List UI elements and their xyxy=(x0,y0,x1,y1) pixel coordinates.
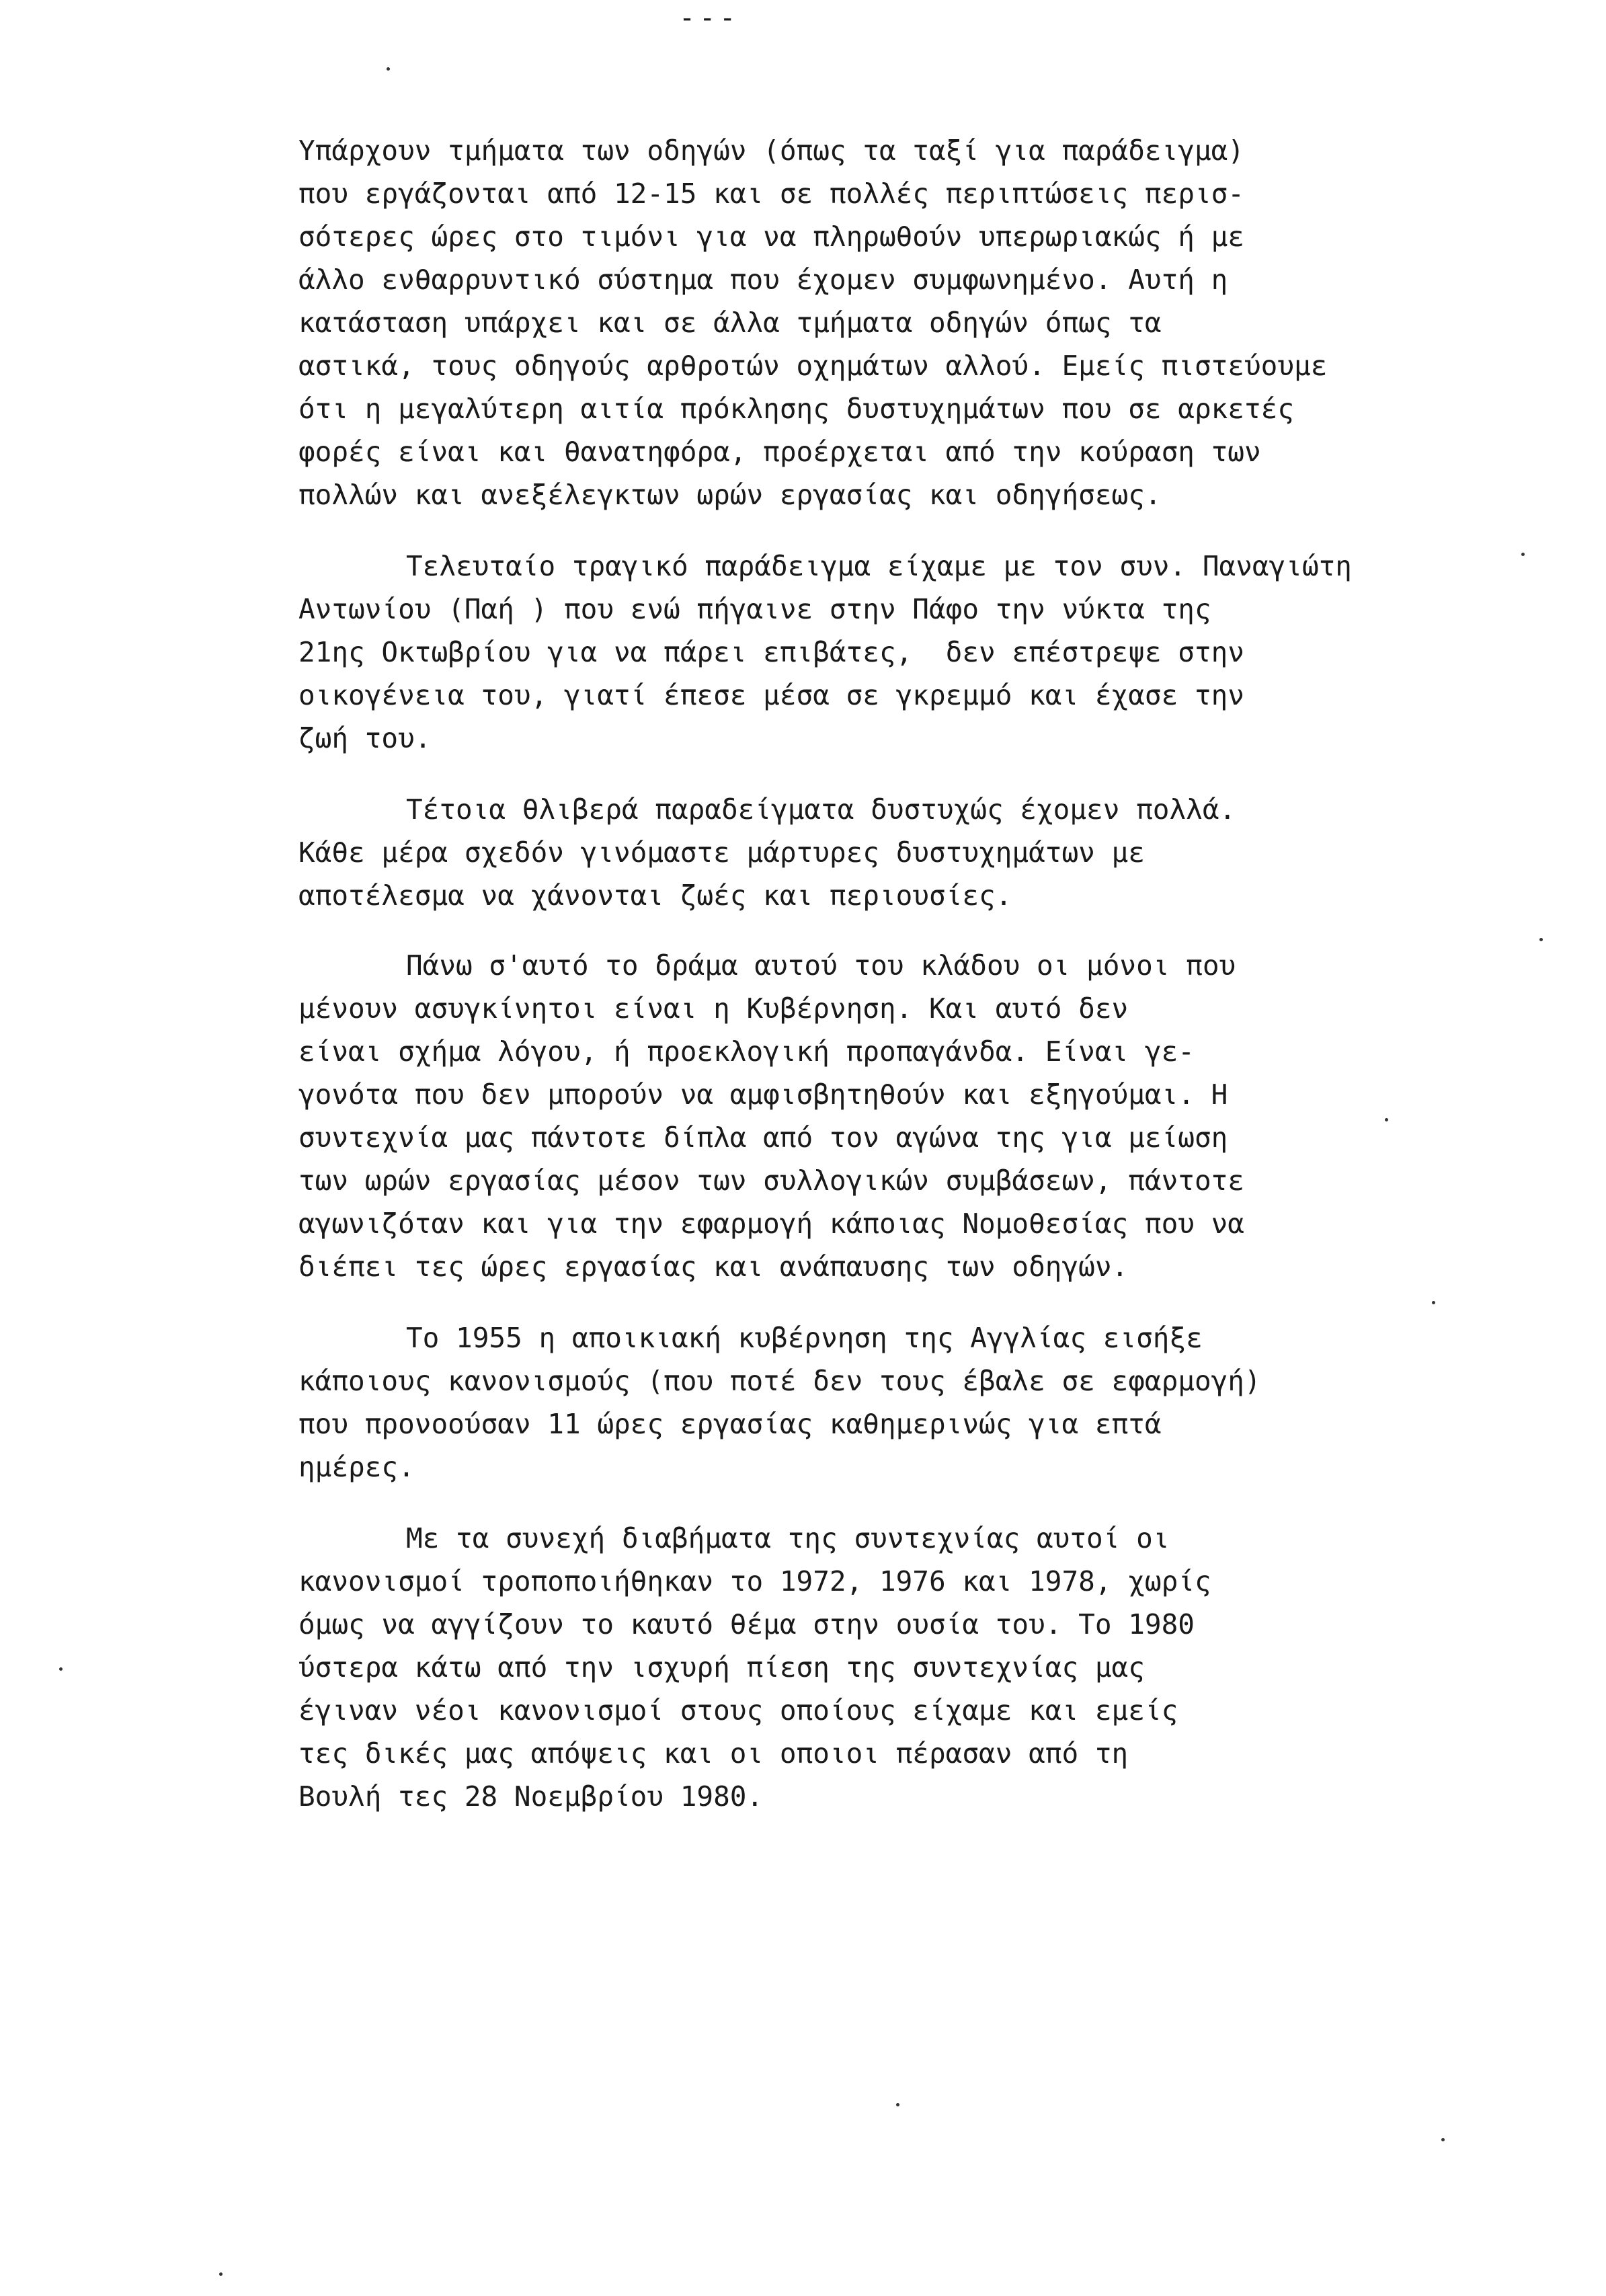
text-line: τες δικές μας απόψεις και οι οποιοι πέρασαν από τη xyxy=(298,1737,1129,1770)
text-line: αγωνιζόταν και για την εφαρμογή κάποιας Νομοθεσίας που να xyxy=(298,1208,1244,1240)
text-line: Βουλή τες 28 Νοεμβρίου 1980. xyxy=(298,1780,764,1813)
text-line: γονότα που δεν μπορούν να αμφισβητηθούν και εξηγούμαι. Η xyxy=(298,1078,1228,1111)
text-line: Υπάρχουν τμήματα των οδηγών (όπως τα ταξί για παράδειγμα) xyxy=(298,134,1244,167)
text-line: έγιναν νέοι κανονισμοί στους οποίους είχαμε και εμείς xyxy=(298,1694,1178,1727)
text-line: σότερες ώρες στο τιμόνι για να πληρωθούν υπερωριακώς ή με xyxy=(298,221,1244,253)
text-line: οικογένεια του, γιατί έπεσε μέσα σε γκρεμμό και έχασε την xyxy=(298,679,1244,711)
text-line: ζωή του. xyxy=(298,722,432,754)
text-line: ύστερα κάτω από την ισχυρή πίεση της συντεχνίας μας xyxy=(298,1651,1145,1684)
text-line: διέπει τες ώρες εργασίας και ανάπαυσης των οδηγών. xyxy=(298,1251,1129,1283)
text-line: πολλών και ανεξέλεγκτων ωρών εργασίας και οδηγήσεως. xyxy=(298,479,1162,511)
text-line: ότι η μεγαλύτερη αιτία πρόκλησης δυστυχημάτων που σε αρκετές xyxy=(298,393,1295,425)
text-line: Πάνω σ'αυτό το δράμα αυτού του κλάδου οι μόνοι που xyxy=(406,949,1236,982)
text-line: Αντωνίου (Παή ) που ενώ πήγαινε στην Πάφο την νύκτα της xyxy=(298,593,1211,625)
page-mark: --- xyxy=(679,3,740,34)
text-line: ημέρες. xyxy=(298,1451,415,1483)
text-line: Τέτοια θλιβερά παραδείγματα δυστυχώς έχομεν πολλά. xyxy=(406,793,1236,826)
scan-speck xyxy=(59,1667,63,1671)
scan-speck xyxy=(1441,2138,1445,2141)
scan-speck xyxy=(219,2272,223,2276)
text-line: όμως να αγγίζουν το καυτό θέμα στην ουσία του. Το 1980 xyxy=(298,1608,1195,1640)
text-line: άλλο ενθαρρυντικό σύστημα που έχομεν συμφωνημένο. Αυτή η xyxy=(298,264,1228,296)
text-line: των ωρών εργασίας μέσον των συλλογικών συμβάσεων, πάντοτε xyxy=(298,1164,1244,1197)
text-line: φορές είναι και θανατηφόρα, προέρχεται από την κούραση των xyxy=(298,436,1261,468)
scan-speck xyxy=(387,67,390,71)
text-line: κάποιους κανονισμούς (που ποτέ δεν τους έβαλε σε εφαρμογή) xyxy=(298,1365,1261,1397)
scan-speck xyxy=(1539,938,1543,941)
text-line: κανονισμοί τροποποιήθηκαν το 1972, 1976 και 1978, χωρίς xyxy=(298,1565,1211,1597)
text-line: Τελευταίο τραγικό παράδειγμα είχαμε με τον συν. Παναγιώτη xyxy=(406,550,1352,582)
text-line: Το 1955 η αποικιακή κυβέρνηση της Αγγλίας εισήξε xyxy=(406,1322,1203,1354)
scan-speck xyxy=(896,2103,899,2106)
text-line: είναι σχήμα λόγου, ή προεκλογική προπαγάνδα. Είναι γε- xyxy=(298,1035,1195,1068)
scan-speck xyxy=(1432,1301,1435,1304)
text-line: κατάσταση υπάρχει και σε άλλα τμήματα οδηγών όπως τα xyxy=(298,307,1162,339)
text-line: μένουν ασυγκίνητοι είναι η Κυβέρνηση. Και αυτό δεν xyxy=(298,992,1129,1025)
text-line: που εργάζονται από 12-15 και σε πολλές περιπτώσεις περισ- xyxy=(298,177,1244,210)
scan-speck xyxy=(1385,1118,1388,1121)
text-line: Κάθε μέρα σχεδόν γινόμαστε μάρτυρες δυστυχημάτων με xyxy=(298,836,1145,869)
text-line: συντεχνία μας πάντοτε δίπλα από τον αγώνα της για μείωση xyxy=(298,1121,1228,1154)
text-line: 21ης Οκτωβρίου για να πάρει επιβάτες, δεν επέστρεψε στην xyxy=(298,636,1244,668)
text-line: που προνοούσαν 11 ώρες εργασίας καθημερινώς για επτά xyxy=(298,1408,1162,1440)
text-line: αποτέλεσμα να χάνονται ζωές και περιουσίες. xyxy=(298,879,1012,912)
text-line: Με τα συνεχή διαβήματα της συντεχνίας αυτοί οι xyxy=(406,1522,1170,1554)
text-line: αστικά, τους οδηγούς αρθροτών οχημάτων αλλού. Εμείς πιστεύουμε xyxy=(298,350,1328,382)
scan-speck xyxy=(1521,553,1525,556)
